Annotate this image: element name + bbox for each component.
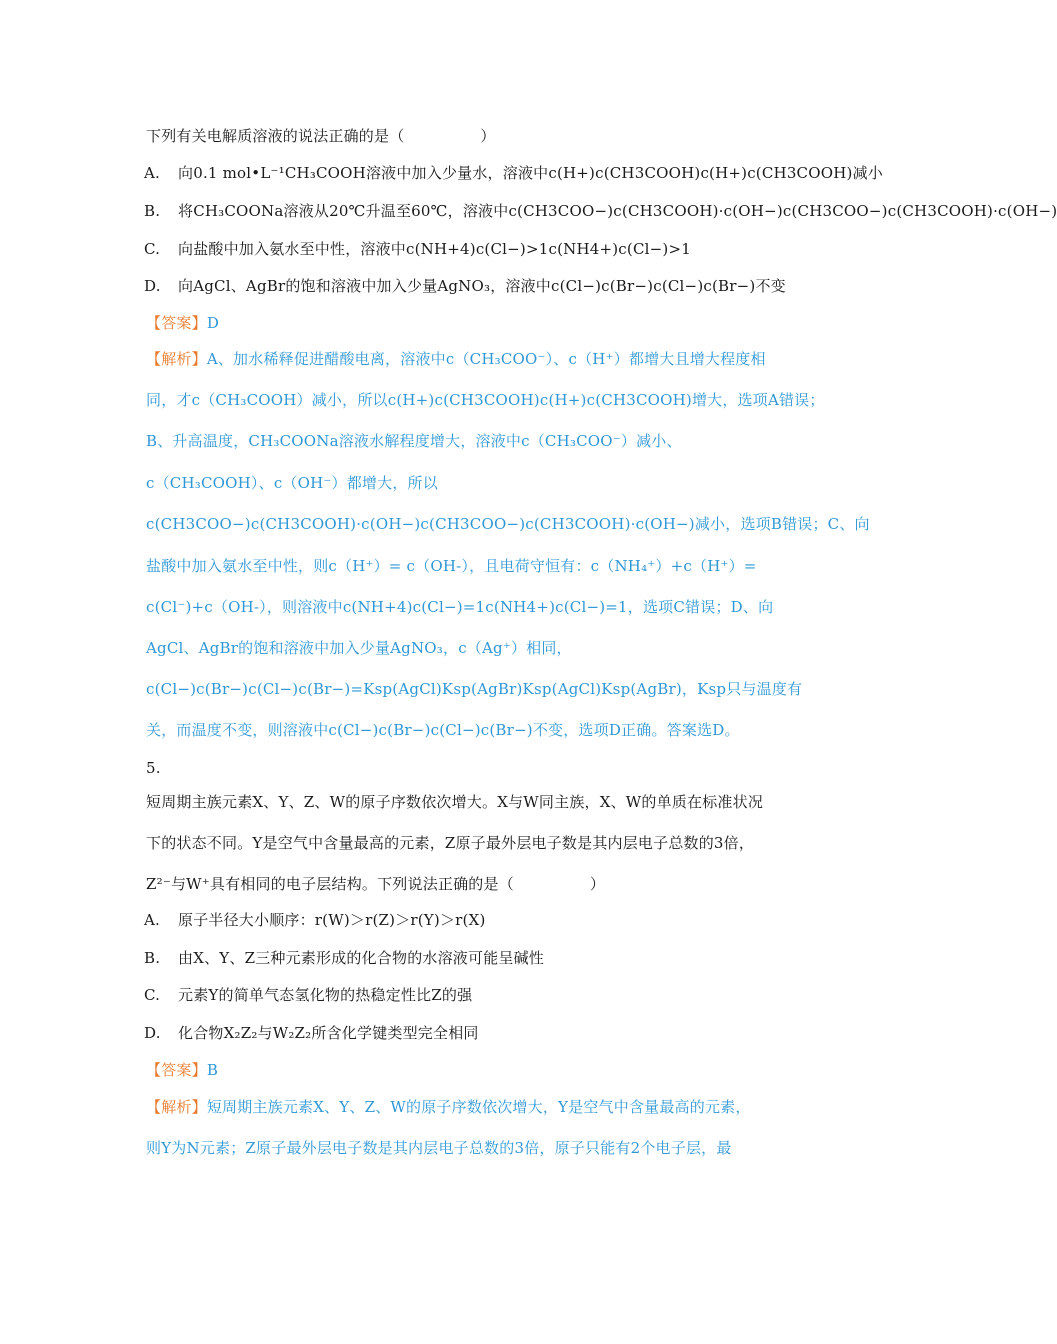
q5-option-c: [144, 985, 472, 1005]
answer-value: B: [206, 1061, 219, 1079]
option-text: 向盐酸中加入氨水至中性，溶液中c(NH+4)c(Cl−)>1c(NH4+)c(Cl−)>1: [178, 240, 691, 258]
q4-analysis-line: AgCl、AgBr的饱和溶液中加入少量AgNO₃，c（Ag⁺）相同，: [146, 639, 572, 657]
option-letter: C.: [144, 986, 161, 1004]
answer-value: D: [206, 314, 220, 332]
analysis-text: A、加水稀释促进醋酸电离，溶液中c（CH₃COO⁻）、c（H⁺）都增大且增大程度相: [206, 350, 766, 368]
q4-option-c: [144, 239, 691, 259]
option-text: 化合物X₂Z₂与W₂Z₂所含化学键类型完全相同: [178, 1024, 479, 1042]
option-letter: B.: [144, 949, 161, 967]
q5-option-d: [144, 1023, 479, 1043]
option-letter: A.: [144, 164, 161, 182]
option-letter: C.: [144, 240, 161, 258]
q4-analysis-line: 关，而温度不变，则溶液中c(Cl−)c(Br−)c(Cl−)c(Br−)不变，选项D正确。答案选D。: [146, 721, 740, 739]
q5-stem-line: 短周期主族元素X、Y、Z、W的原子序数依次增大。X与W同主族，X、W的单质在标准状况: [146, 793, 764, 811]
option-text: 向0.1 mol•L⁻¹CH₃COOH溶液中加入少量水，溶液中c(H+)c(CH3COOH)c(H+)c(CH3COOH)减小: [178, 164, 883, 182]
q4-analysis-line: 盐酸中加入氨水至中性，则c（H⁺）= c（OH-），且电荷守恒有：c（NH₄⁺）+c（H⁺）=: [146, 557, 757, 575]
option-text: 元素Y的简单气态氢化物的热稳定性比Z的强: [178, 986, 473, 1004]
answer-tag: 【答案】: [146, 314, 207, 332]
q4-analysis-line: c(Cl⁻)+c（OH-），则溶液中c(NH+4)c(Cl−)=1c(NH4+)c(Cl−)=1，选项C错误；D、向: [146, 598, 774, 616]
option-letter: A.: [144, 911, 161, 929]
q4-analysis-line: 同，才c（CH₃COOH）减小，所以c(H+)c(CH3COOH)c(H+)c(CH3COOH)增大，选项A错误；: [146, 391, 825, 409]
q5-answer: [146, 1060, 218, 1080]
q5-analysis-line: [146, 1097, 751, 1117]
q4-analysis-line: c（CH₃COOH）、c（OH⁻）都增大，所以: [146, 474, 438, 492]
analysis-text: 短周期主族元素X、Y、Z、W的原子序数依次增大，Y是空气中含量最高的元素，: [206, 1098, 751, 1116]
q4-analysis-line: [146, 349, 766, 369]
analysis-tag: 【解析】: [146, 350, 207, 368]
q5-stem-line: Z²⁻与W⁺具有相同的电子层结构。下列说法正确的是（ ）: [146, 875, 606, 893]
option-letter: D.: [144, 1024, 161, 1042]
answer-tag: 【答案】: [146, 1061, 207, 1079]
q4-answer: [146, 313, 219, 333]
q5-number: 5.: [146, 759, 161, 777]
option-text: 原子半径大小顺序：r(W)＞r(Z)＞r(Y)＞r(X): [178, 911, 486, 929]
q5-stem-line: 下的状态不同。Y是空气中含量最高的元素，Z原子最外层电子数是其内层电子总数的3倍，: [146, 834, 755, 852]
q5-option-a: [144, 910, 486, 930]
q4-option-d: [144, 276, 786, 296]
option-text: 由X、Y、Z三种元素形成的化合物的水溶液可能呈碱性: [178, 949, 545, 967]
q4-analysis-line: c(CH3COO−)c(CH3COOH)·c(OH−)c(CH3COO−)c(CH3COOH)·c(OH−)减小，选项B错误；C、向: [146, 515, 870, 533]
q5-option-b: [144, 948, 544, 968]
q4-stem: 下列有关电解质溶液的说法正确的是（ ）: [146, 127, 496, 145]
q4-option-b: [144, 201, 1057, 221]
q4-analysis-line: B、升高温度，CH₃COONa溶液水解程度增大，溶液中c（CH₃COO⁻）减小、: [146, 432, 682, 450]
q5-analysis-line: 则Y为N元素；Z原子最外层电子数是其内层电子总数的3倍，原子只能有2个电子层，最: [146, 1139, 732, 1157]
analysis-tag: 【解析】: [146, 1098, 207, 1116]
q4-option-a: [144, 163, 883, 183]
option-text: 向AgCl、AgBr的饱和溶液中加入少量AgNO₃，溶液中c(Cl−)c(Br−)c(Cl−)c(Br−)不变: [178, 277, 786, 295]
option-text: 将CH₃COONa溶液从20℃升温至60℃，溶液中c(CH3COO−)c(CH3COOH)·c(OH−)c(CH3COO−)c(CH3COOH)·c(OH−): [178, 202, 1057, 220]
q4-analysis-line: c(Cl−)c(Br−)c(Cl−)c(Br−)=Ksp(AgCl)Ksp(AgBr)Ksp(AgCl)Ksp(AgBr)，Ksp只与温度有: [146, 680, 803, 698]
option-letter: B.: [144, 202, 161, 220]
option-letter: D.: [144, 277, 161, 295]
